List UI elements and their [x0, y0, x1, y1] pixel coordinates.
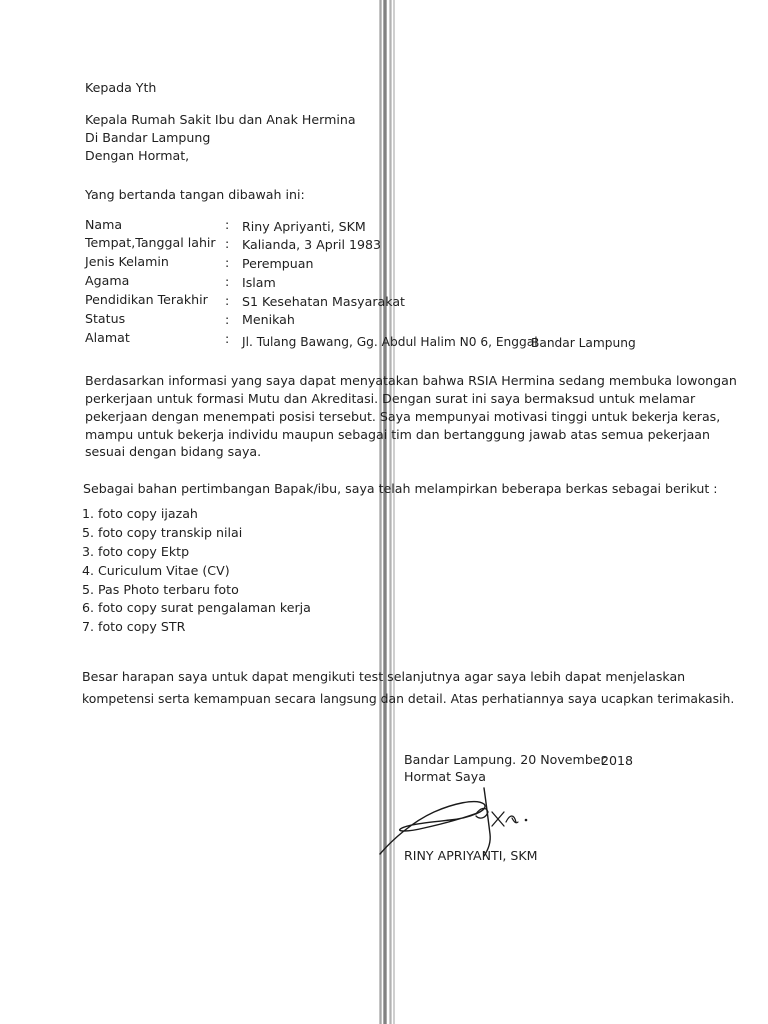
identity-value: Menikah [242, 312, 295, 327]
paragraph-line: perkerjaan untuk formasi Mutu dan Akreditasi. Dengan surat ini saya bermaksud untuk melamar [85, 391, 696, 406]
intro-text: Yang bertanda tangan dibawah ini: [85, 187, 305, 202]
identity-value: Jl. Tulang Bawang, Gg. Abdul Halim N0 6, Enggal [242, 335, 538, 349]
paragraph-line: kompetensi serta kemampuan secara langsung dan detail. Atas perhatiannya saya ucapkan terimakasih. [82, 691, 735, 706]
greeting: Dengan Hormat, [85, 148, 190, 163]
list-item: 7. foto copy STR [82, 619, 186, 634]
identity-colon: : [225, 255, 230, 270]
regards: Hormat Saya [404, 769, 486, 784]
list-item: 5. foto copy transkip nilai [82, 525, 243, 540]
identity-label: Alamat [85, 330, 130, 345]
identity-colon: : [225, 312, 230, 327]
letter-year: 2018 [601, 753, 634, 768]
place-date: Bandar Lampung. 20 November [404, 752, 606, 767]
identity-value: Riny Apriyanti, SKM [242, 219, 366, 234]
scan-fold-line [393, 0, 395, 1024]
identity-label: Tempat,Tanggal lahir [85, 235, 216, 250]
identity-value: S1 Kesehatan Masyarakat [242, 294, 405, 309]
paragraph-line: sesuai dengan bidang saya. [85, 444, 262, 459]
attachments-intro: Sebagai bahan pertimbangan Bapak/ibu, saya telah melampirkan beberapa berkas sebagai berikut : [83, 481, 718, 496]
paragraph-line: mampu untuk bekerja individu maupun sebagai tim dan bertanggung jawab atas semua pekerjaan [85, 427, 710, 442]
signatory-name: RINY APRIYANTI, SKM [404, 848, 538, 863]
list-item: 3. foto copy Ektp [82, 544, 190, 559]
identity-label: Pendidikan Terakhir [85, 292, 208, 307]
identity-label: Status [85, 311, 126, 326]
identity-value: Perempuan [242, 256, 314, 271]
identity-label: Jenis Kelamin [85, 254, 169, 269]
salutation: Kepada Yth [85, 80, 157, 95]
identity-value: Islam [242, 275, 276, 290]
identity-colon: : [225, 331, 230, 346]
list-item: 1. foto copy ijazah [82, 506, 198, 521]
identity-colon: : [225, 236, 230, 251]
scan-fold-line [389, 0, 392, 1024]
list-item: 6. foto copy surat pengalaman kerja [82, 600, 311, 615]
identity-value: Kalianda, 3 April 1983 [242, 237, 382, 252]
identity-value-extra: Bandar Lampung [531, 336, 636, 350]
identity-label: Agama [85, 273, 130, 288]
paragraph-line: Besar harapan saya untuk dapat mengikuti test selanjutnya agar saya lebih dapat menjelaskan [82, 669, 686, 684]
identity-colon: : [225, 217, 230, 232]
list-item: 5. Pas Photo terbaru foto [82, 582, 239, 597]
identity-colon: : [225, 274, 230, 289]
recipient-location: Di Bandar Lampung [85, 130, 211, 145]
scan-fold-line [383, 0, 387, 1024]
identity-colon: : [225, 293, 230, 308]
scan-fold-line [379, 0, 382, 1024]
identity-label: Nama [85, 217, 123, 232]
paragraph-line: Berdasarkan informasi yang saya dapat menyatakan bahwa RSIA Hermina sedang membuka lowongan [85, 373, 737, 388]
recipient-title: Kepala Rumah Sakit Ibu dan Anak Hermina [85, 112, 356, 127]
paragraph-line: pekerjaan dengan menempati posisi tersebut. Saya mempunyai motivasi tinggi untuk bekerja keras, [85, 409, 721, 424]
list-item: 4. Curiculum Vitae (CV) [82, 563, 230, 578]
